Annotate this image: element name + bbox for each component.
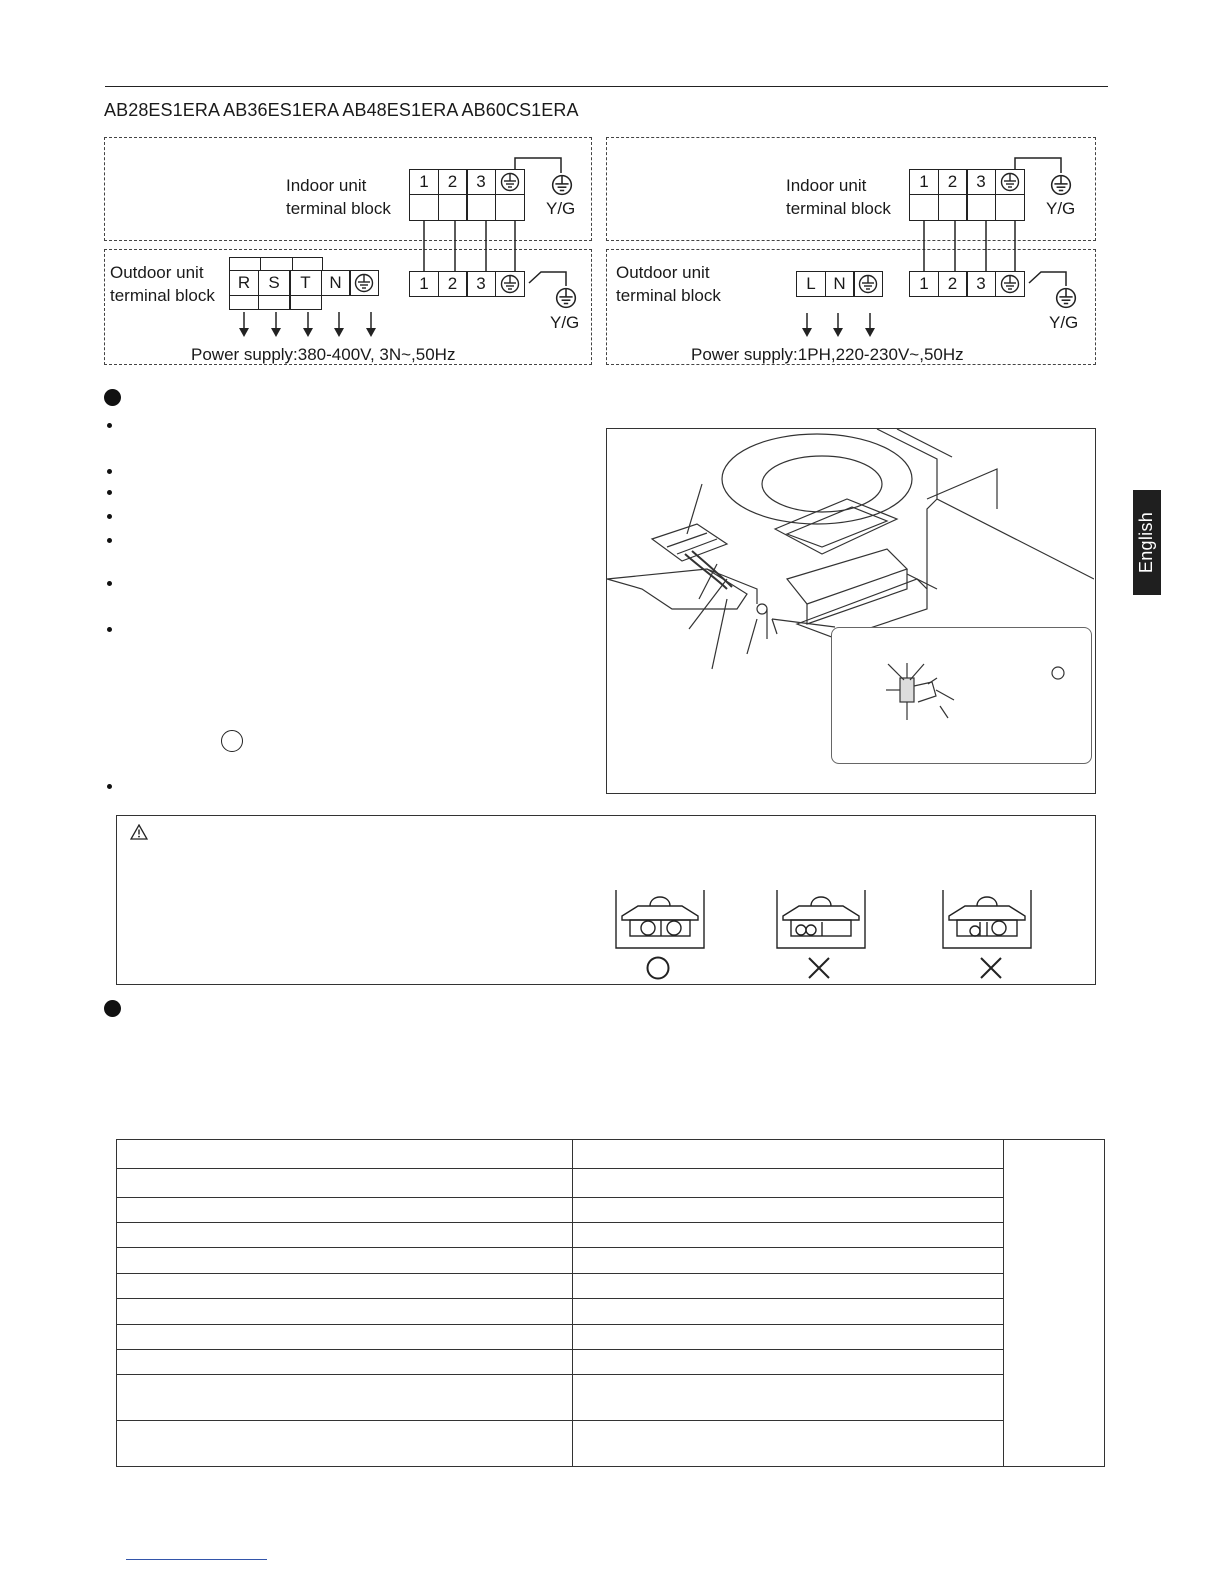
clamp-detail-inset <box>831 627 1092 764</box>
bullet <box>107 784 112 789</box>
circle-mark-icon <box>1052 667 1064 679</box>
right-wiring-lines <box>0 0 1224 400</box>
right-indoor-label: Indoor unit terminal block <box>786 176 891 218</box>
section-marker <box>104 1000 121 1017</box>
warning-triangle-icon <box>130 824 148 840</box>
terminal-n: N <box>825 271 855 297</box>
terminal-3: 3 <box>466 271 496 297</box>
table-row <box>117 1350 1105 1375</box>
table-row <box>117 1198 1105 1223</box>
bullet <box>107 581 112 586</box>
bullet <box>107 627 112 632</box>
terminal-1: 1 <box>909 271 939 297</box>
terminal-2: 2 <box>938 169 968 195</box>
model-list: AB28ES1ERA AB36ES1ERA AB48ES1ERA AB60CS1ERA <box>104 100 579 120</box>
table-row <box>117 1248 1105 1274</box>
table-row <box>117 1223 1105 1248</box>
power-supply-label: Power supply:1PH,220-230V~,50Hz <box>691 345 964 364</box>
terminal-2: 2 <box>438 271 468 297</box>
table-row <box>117 1375 1105 1421</box>
terminal-t: T <box>289 270 322 296</box>
terminal-1: 1 <box>409 169 439 195</box>
terminal-1: 1 <box>409 271 439 297</box>
terminal-2: 2 <box>438 169 468 195</box>
ground-label: Y/G <box>1046 199 1076 218</box>
terminal-3: 3 <box>966 169 996 195</box>
table-row <box>117 1274 1105 1299</box>
bullet <box>107 490 112 495</box>
table-row <box>117 1169 1105 1198</box>
terminal-s: S <box>258 270 291 296</box>
language-tab[interactable]: English <box>1133 490 1161 595</box>
ground-label: Y/G <box>1049 313 1079 332</box>
terminal-l: L <box>796 271 826 297</box>
terminal-3: 3 <box>966 271 996 297</box>
table-row <box>117 1325 1105 1350</box>
ground-icon <box>1055 287 1077 309</box>
table-row <box>117 1140 1105 1169</box>
right-outdoor-label: Outdoor unit terminal block <box>616 263 721 305</box>
left-outdoor-label: Outdoor unit terminal block <box>110 263 215 305</box>
correct-mark-icon <box>648 958 669 979</box>
terminal-3: 3 <box>466 169 496 195</box>
spec-table <box>116 1139 1105 1467</box>
clamp-detail-drawing <box>832 628 1090 762</box>
ground-icon <box>1050 174 1072 196</box>
table-row <box>117 1421 1105 1467</box>
circle-mark-icon <box>221 730 243 752</box>
footer-link[interactable] <box>126 1559 267 1560</box>
correct-clamping-example <box>612 888 708 984</box>
ground-label: Y/G <box>546 199 576 218</box>
incorrect-clamping-example-2 <box>939 888 1035 984</box>
terminal-r: R <box>229 270 259 296</box>
power-supply-label: Power supply:380-400V, 3N~,50Hz <box>191 345 456 364</box>
section-marker <box>104 389 121 406</box>
incorrect-clamping-example-1 <box>773 888 869 984</box>
ground-label: Y/G <box>550 313 580 332</box>
left-indoor-label: Indoor unit terminal block <box>286 176 391 218</box>
terminal-2: 2 <box>938 271 968 297</box>
table-row <box>117 1299 1105 1325</box>
terminal-n: N <box>321 270 351 296</box>
terminal-1: 1 <box>909 169 939 195</box>
bullet <box>107 514 112 519</box>
bullet <box>107 469 112 474</box>
bullet <box>107 423 112 428</box>
bullet <box>107 538 112 543</box>
